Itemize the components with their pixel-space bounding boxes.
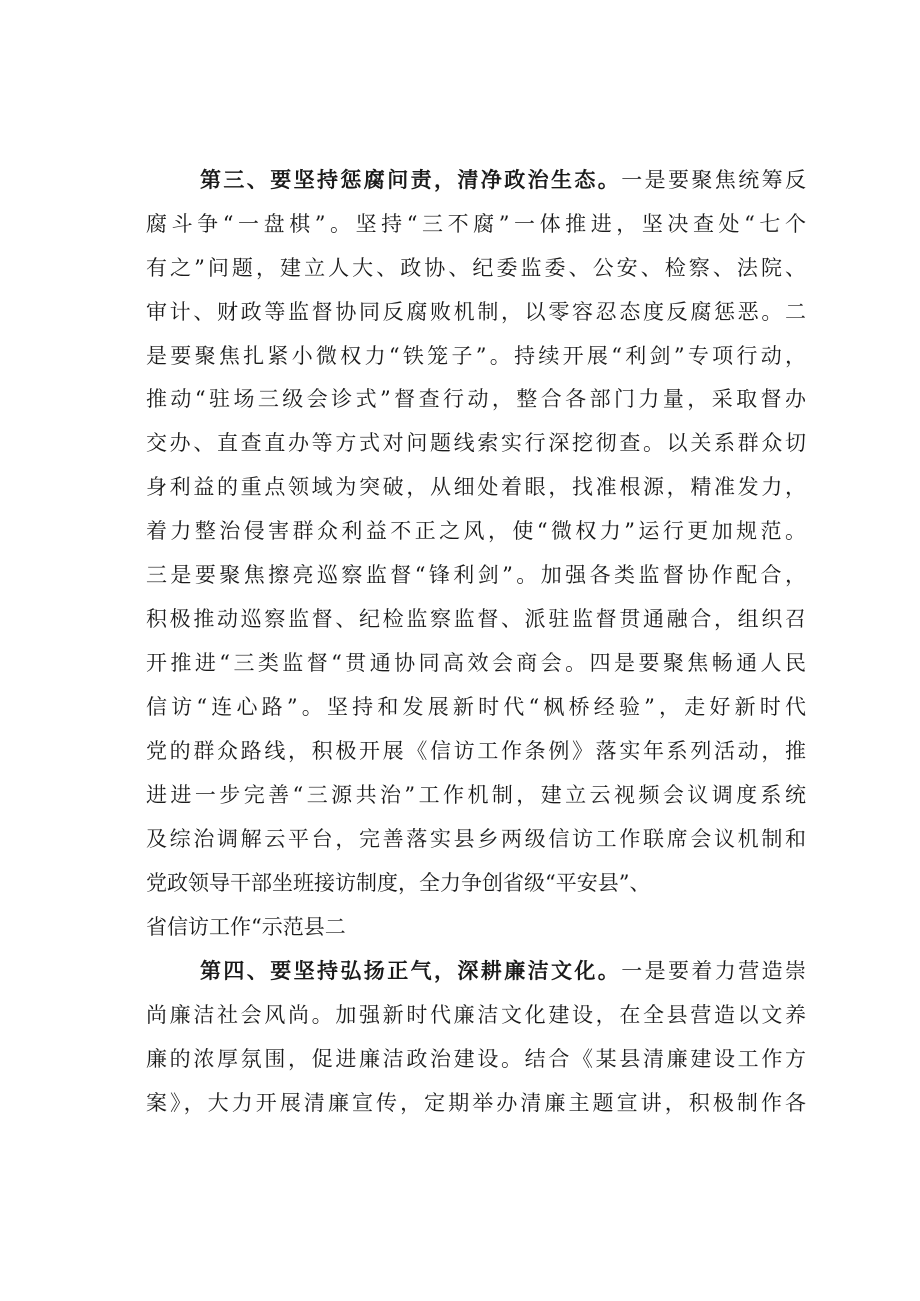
paragraph-line: 是要聚焦扎紧小微权力“铁笼子”。持续开展“利剑”专项行动， [146, 344, 806, 368]
paragraph-line: 省信访工作“示范县二 [146, 915, 346, 939]
paragraph-line: 党政领导干部坐班接访制度，全力争创省级“平安县”、 [146, 871, 651, 895]
paragraph-line [200, 954, 806, 988]
paragraph-line: 廉的浓厚氛围，促进廉洁政治建设。结合《某县清廉建设工作方 [146, 1047, 806, 1071]
paragraph-line: 开推进“三类监督“贯通协同高效会商会。四是要聚焦畅通人民 [146, 651, 806, 675]
paragraph-line [200, 163, 806, 197]
paragraph-line: 腐斗争“一盘棋”。坚持“三不腐”一体推进，坚决查处“七个 [146, 212, 806, 236]
paragraph-line: 交办、直查直办等方式对问题线索实行深挖彻查。以关系群众切 [146, 431, 806, 455]
paragraph-line: 进进一步完善“三源共治”工作机制，建立云视频会议调度系统 [146, 783, 806, 807]
paragraph-line: 审计、财政等监督协同反腐败机制，以零容忍态度反腐惩恶。二 [146, 300, 806, 324]
paragraph-text: 一是要聚焦统筹反 [621, 168, 806, 192]
paragraph-line: 着力整治侵害群众利益不正之风，使“微权力”运行更加规范。 [146, 519, 806, 543]
paragraph-line: 尚廉洁社会风尚。加强新时代廉洁文化建设，在全县营造以文养 [146, 1003, 806, 1027]
section-heading: 第四、要坚持弘扬正气，深耕廉洁文化。 [200, 958, 622, 983]
paragraph-line: 信访“连心路”。坚持和发展新时代“枫桥经验”，走好新时代 [146, 695, 806, 719]
paragraph-line: 三是要聚焦擦亮巡察监督“锋利剑”。加强各类监督协作配合， [146, 563, 806, 587]
paragraph-line: 及综治调解云平台，完善落实县乡两级信访工作联席会议机制和 [146, 827, 806, 851]
paragraph-text: 一是要着力营造崇 [621, 959, 806, 983]
paragraph-line: 有之”问题，建立人大、政协、纪委监委、公安、检察、法院、 [146, 256, 806, 280]
paragraph-line: 积极推动巡察监督、纪检监察监督、派驻监督贯通融合，组织召 [146, 607, 806, 631]
paragraph-line: 身利益的重点领域为突破，从细处着眼，找准根源，精准发力， [146, 475, 806, 499]
paragraph-line: 党的群众路线，积极开展《信访工作条例》落实年系列活动，推 [146, 739, 806, 763]
section-heading: 第三、要坚持惩腐问责，清净政治生态。 [200, 167, 622, 192]
paragraph-line: 案》，大力开展清廉宣传，定期举办清廉主题宣讲，积极制作各 [146, 1091, 806, 1115]
paragraph-line: 推动“驻场三级会诊式”督查行动，整合各部门力量，采取督办 [146, 387, 806, 411]
